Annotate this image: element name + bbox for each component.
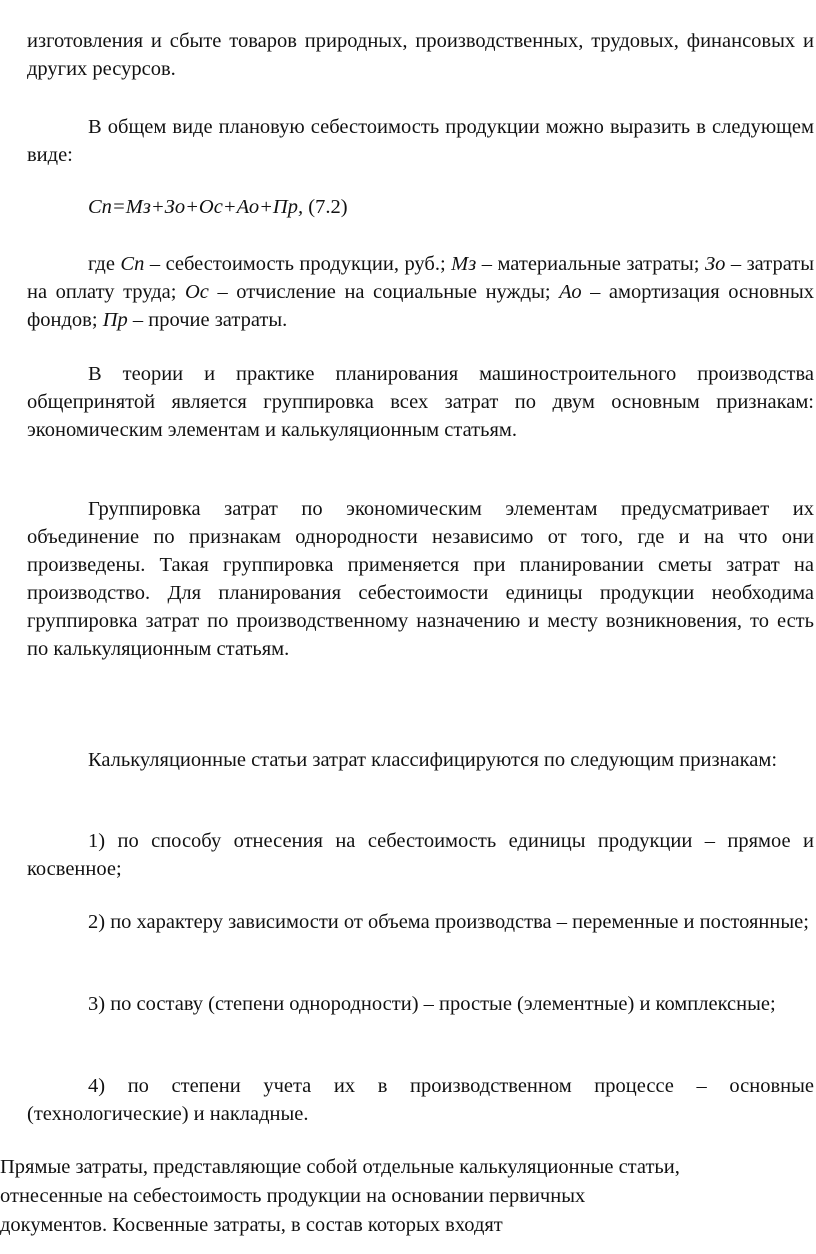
list-item: 2) по характеру зависимости от объема производства – переменные и постоянные; [88, 911, 809, 933]
paragraph-calculation-items: Калькуляционные статьи затрат классифицируются по следующим признакам: [88, 749, 778, 771]
legend-term-ao: Ао [559, 281, 582, 303]
legend-desc-sp: – себестоимость продукции, руб.; [144, 253, 452, 275]
legend-term-mz: Мз [451, 253, 477, 275]
legend-desc-zo: – затраты на оплату труда; [27, 253, 814, 303]
legend-term-zo: Зо [704, 253, 726, 275]
paragraph-formula-legend [27, 250, 814, 334]
paragraph-direct-costs [0, 1153, 816, 1240]
legend-desc-mz: – материальные затраты; [476, 253, 705, 275]
legend-term-sp: Сп [120, 253, 145, 275]
legend-desc-pr: – прочие затраты. [127, 309, 288, 331]
paragraph-economic-elements: Группировка затрат по экономическим элементам предусматривает их объединение по признакам однородности независимо от того, где и на что они произведены. Такая группировка применяется при планировании сметы затрат на производство. Для планирования себестоимости единицы продукции необходима группировка затрат по производственному назначению и месту возникновения, то есть по калькуляционным статьям. [27, 498, 814, 660]
direct-costs-line-2: отнесенные на себестоимость продукции на основании первичных [0, 1185, 586, 1207]
legend-term-os: Ос [185, 281, 209, 303]
legend-desc-os: – отчисление на социальные нужды; [208, 281, 560, 303]
formula-line [27, 193, 814, 221]
formula-expression: Сп=Мз+Зо+Ос+Ао+Пр, [88, 196, 304, 218]
paragraph-resources: изготовления и сбыте товаров природных, производственных, трудовых, финансовых и других ресурсов. [27, 30, 814, 80]
direct-costs-line-1: Прямые затраты, представляющие собой отдельные калькуляционные статьи, [0, 1156, 680, 1178]
formula-number: (7.2) [308, 196, 348, 218]
paragraph-cost-grouping: В теории и практике планирования машиностроительного производства общепринятой является группировка всех затрат по двум основным признакам: экономическим элементам и калькуляционным статьям. [27, 363, 814, 441]
legend-term-pr: Пр [102, 309, 128, 331]
list-item: 1) по способу отнесения на себестоимость единицы продукции – прямое и косвенное; [27, 830, 814, 880]
list-item: 3) по составу (степени однородности) – простые (элементные) и комплексные; [88, 993, 776, 1015]
direct-costs-line-3: документов. Косвенные затраты, в состав которых входят [0, 1214, 503, 1236]
legend-desc-ao: – амортизация основных фондов; [27, 281, 814, 331]
list-item: 4) по степени учета их в производственном процессе – основные (технологические) и накладные. [27, 1075, 814, 1125]
paragraph-plan-cost-intro: В общем виде плановую себестоимость продукции можно выразить в следующем виде: [27, 116, 814, 166]
legend-where: где [88, 253, 121, 275]
